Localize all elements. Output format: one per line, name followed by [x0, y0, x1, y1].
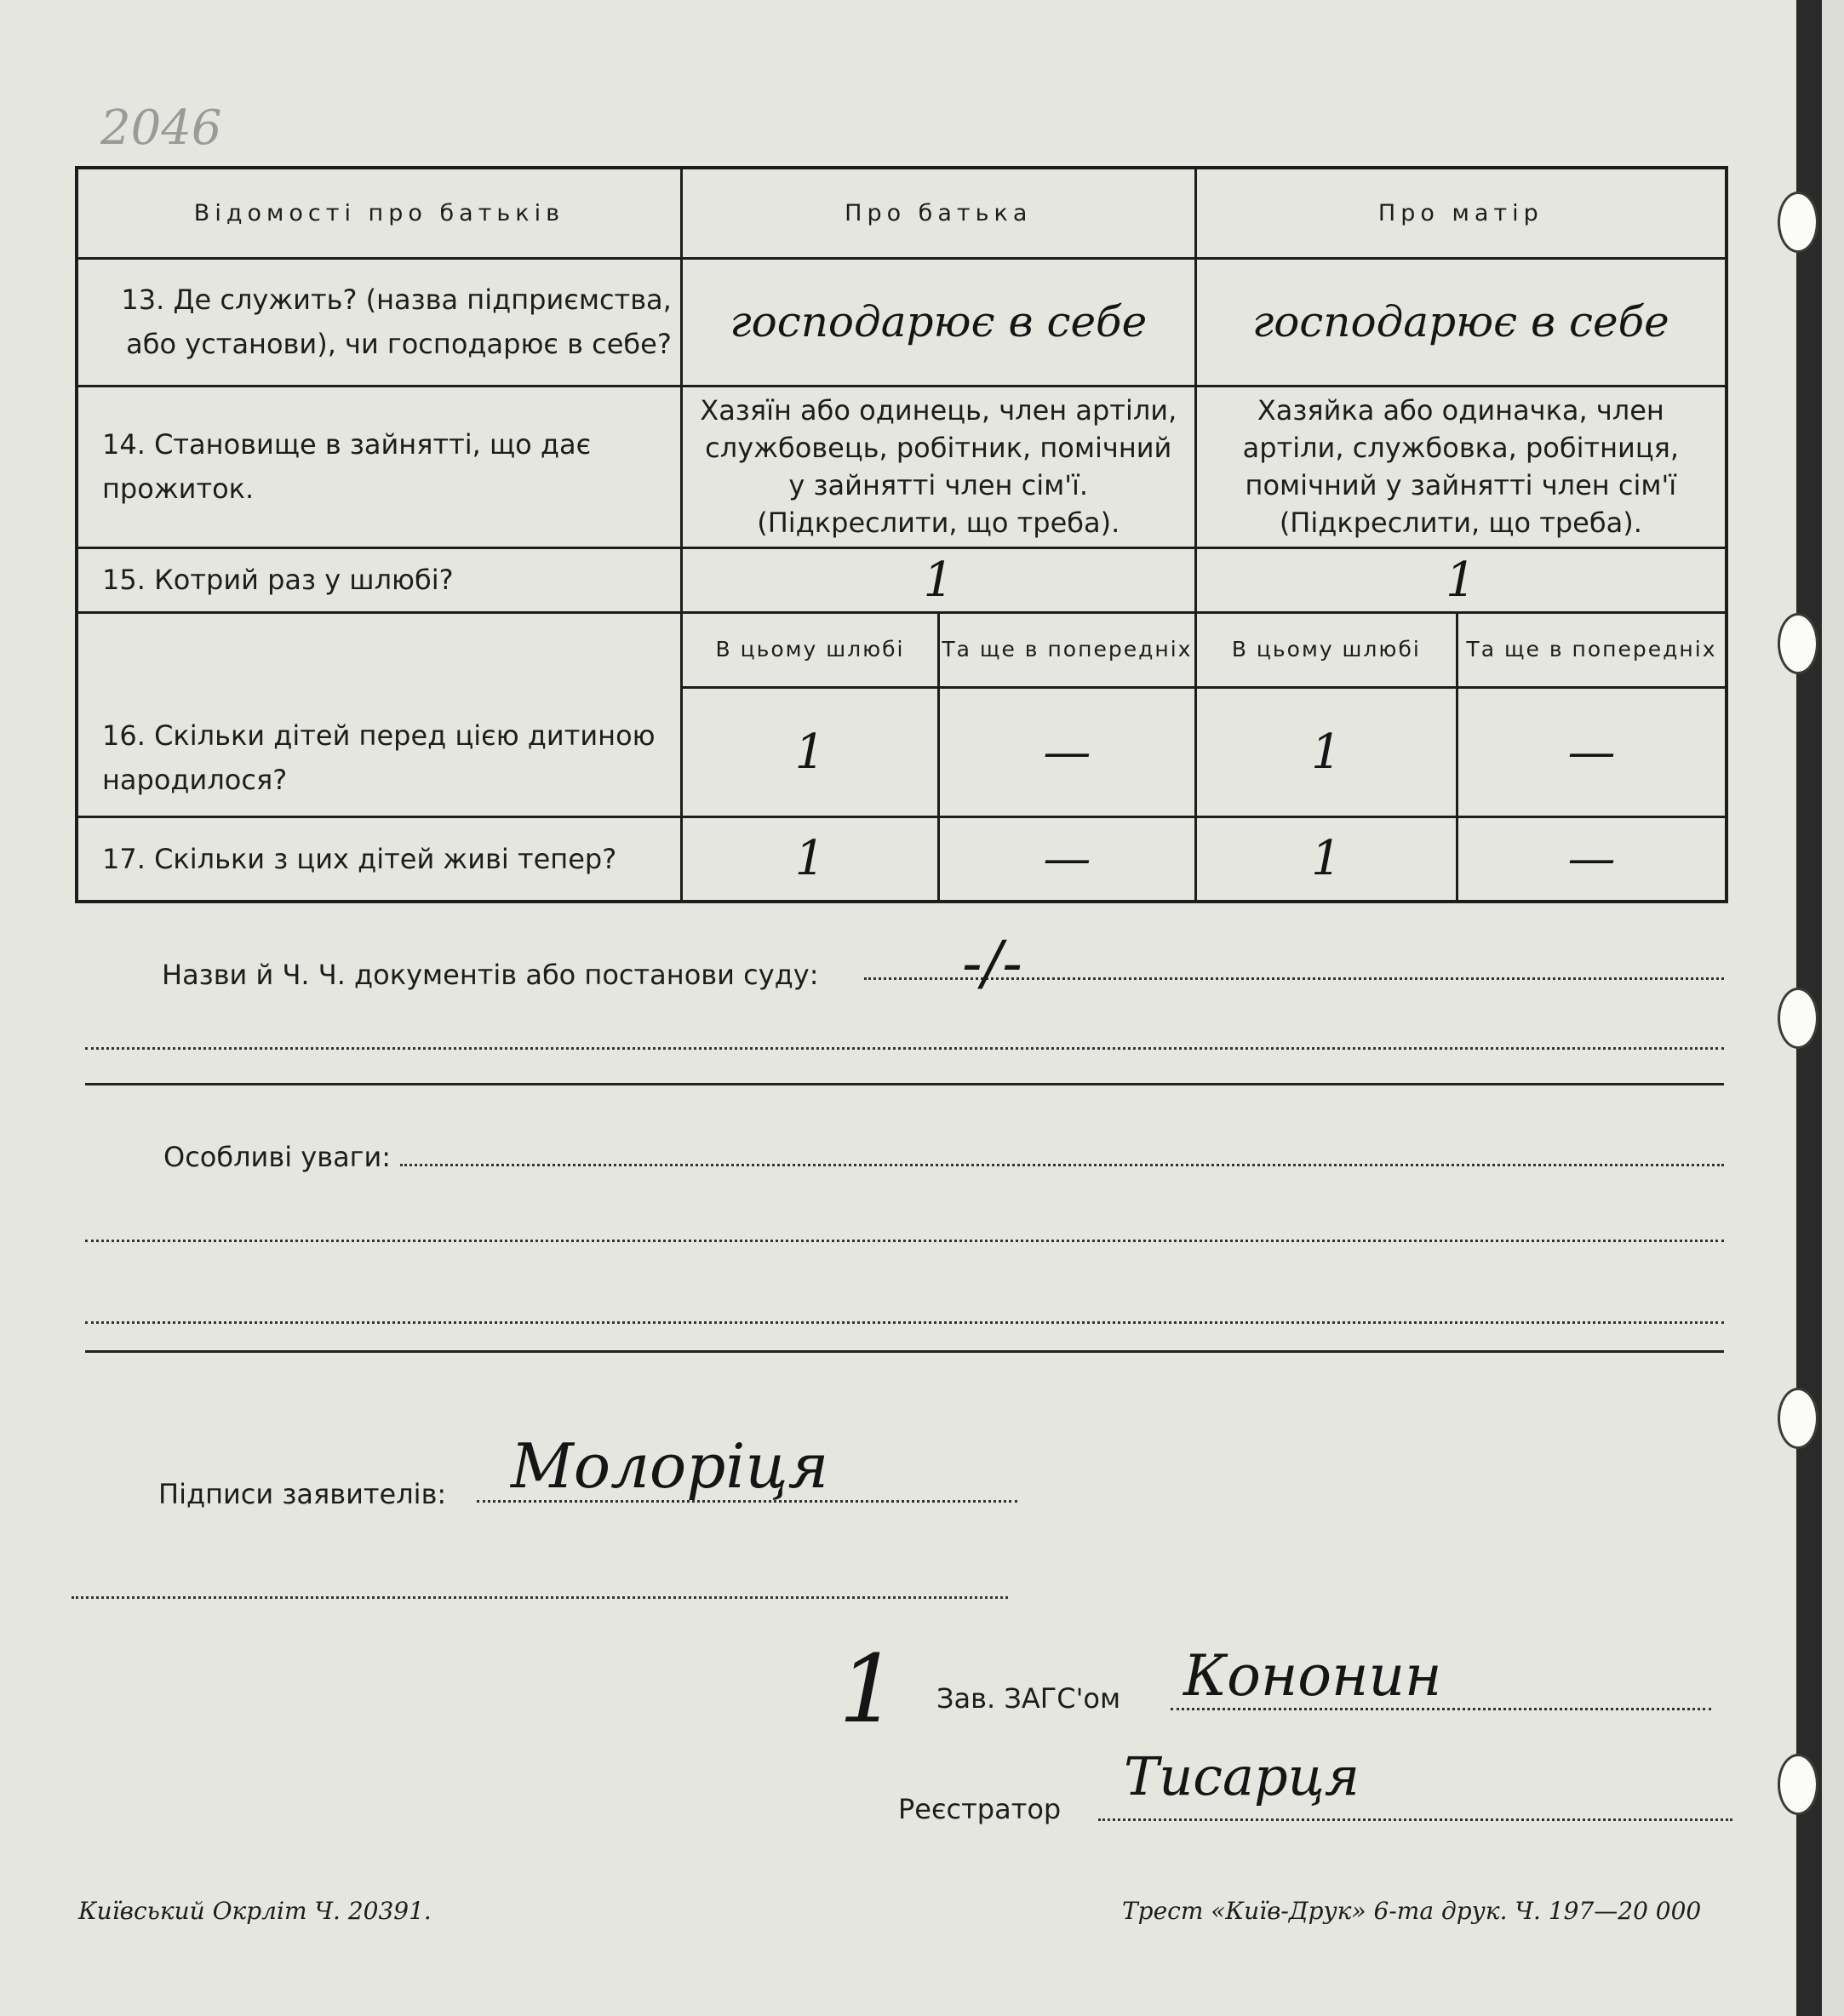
answer-16-mother-previous: — [1457, 687, 1727, 816]
documents-line-2 [85, 1047, 1724, 1050]
mother-occupation-options: Хазяйка або одиначка, член артіли, службовка, робітниця, помічний у зайнятті член сім'ї [1242, 394, 1680, 501]
section-divider [85, 1083, 1724, 1085]
subheader-father-previous: Та ще в попередніх [939, 612, 1196, 687]
remarks-line-2 [85, 1240, 1724, 1242]
answer-17-mother-this: 1 [1195, 816, 1457, 902]
answer-14-mother [1195, 386, 1727, 547]
row-q13 [77, 258, 1727, 386]
subheader-father-this-marriage: В цьому шлюбі [681, 612, 938, 687]
section-divider [85, 1350, 1724, 1353]
applicant-signature: Молоріця [511, 1430, 829, 1502]
remarks-line-3 [85, 1321, 1724, 1324]
answer-17-father-previous: — [939, 816, 1196, 902]
answer-13-mother: господарює в себе [1195, 258, 1727, 386]
archive-number: 2046 [100, 100, 222, 156]
row-q15 [77, 547, 1727, 612]
question-14: 14. Становище в зайнятті, що дає прожиток. [77, 386, 681, 547]
head-mark: 1 [839, 1635, 898, 1744]
remarks-label: Особливі уваги: [163, 1141, 392, 1173]
mother-occupation-note: (Підкреслити, що треба). [1279, 507, 1642, 539]
father-occupation-note: (Підкреслити, що треба). [757, 507, 1120, 539]
binding-hole [1778, 988, 1818, 1049]
documents-label: Назви й Ч. Ч. документів або постанови суду: [162, 959, 819, 991]
registrar-signature: Тисарця [1124, 1745, 1360, 1807]
answer-14-father [681, 386, 1195, 547]
answer-15-mother: 1 [1195, 547, 1727, 612]
head-label: Зав. ЗАГС'ом [936, 1682, 1121, 1715]
subheader-mother-previous: Та ще в попередніх [1457, 612, 1727, 687]
answer-13-father: господарює в себе [681, 258, 1195, 386]
applicants-line-2 [72, 1596, 1008, 1599]
answer-15-father: 1 [681, 547, 1195, 612]
header-about-father: Про батька [681, 168, 1195, 258]
remarks-line [400, 1164, 1724, 1166]
answer-17-father-this: 1 [681, 816, 938, 902]
answer-16-mother-this: 1 [1195, 687, 1457, 816]
parents-info-table [75, 166, 1728, 903]
registrar-label: Реєстратор [898, 1793, 1062, 1825]
header-about-mother: Про матір [1195, 168, 1727, 258]
question-17: 17. Скільки з цих дітей живі тепер? [77, 816, 681, 902]
footer-printer: Трест «Київ-Друк» 6-та друк. Ч. 197—20 000 [1122, 1897, 1702, 1925]
binding-hole [1778, 1388, 1818, 1449]
registrar-line [1098, 1818, 1732, 1821]
binding-hole [1778, 1754, 1818, 1815]
row-subheaders [77, 612, 1727, 687]
binding-hole [1778, 192, 1818, 253]
answer-17-mother-previous: — [1457, 816, 1727, 902]
head-signature: Кононин [1183, 1643, 1442, 1709]
question-13: 13. Де служить? (назва підприємства, або установи), чи господарює в себе? [77, 258, 681, 386]
applicants-label: Підписи заявителів: [158, 1478, 447, 1510]
binding-hole [1778, 613, 1818, 674]
answer-16-father-previous: — [939, 687, 1196, 816]
question-16: 16. Скільки дітей перед цією дитиною народилося? [77, 612, 681, 816]
answer-16-father-this: 1 [681, 687, 938, 816]
subheader-mother-this-marriage: В цьому шлюбі [1195, 612, 1457, 687]
header-parents-info: Відомості про батьків [77, 168, 681, 258]
documents-value: -/- [962, 928, 1022, 998]
father-occupation-options: Хазяїн або одинець, член артіли, службовець, робітник, помічний у зайнятті член сім'ї. [700, 394, 1177, 501]
row-q14 [77, 386, 1727, 547]
footer-print-license: Київський Окрліт Ч. 20391. [78, 1897, 432, 1925]
row-q17 [77, 816, 1727, 902]
table-header-row [77, 168, 1727, 258]
question-15: 15. Котрий раз у шлюбі? [77, 547, 681, 612]
